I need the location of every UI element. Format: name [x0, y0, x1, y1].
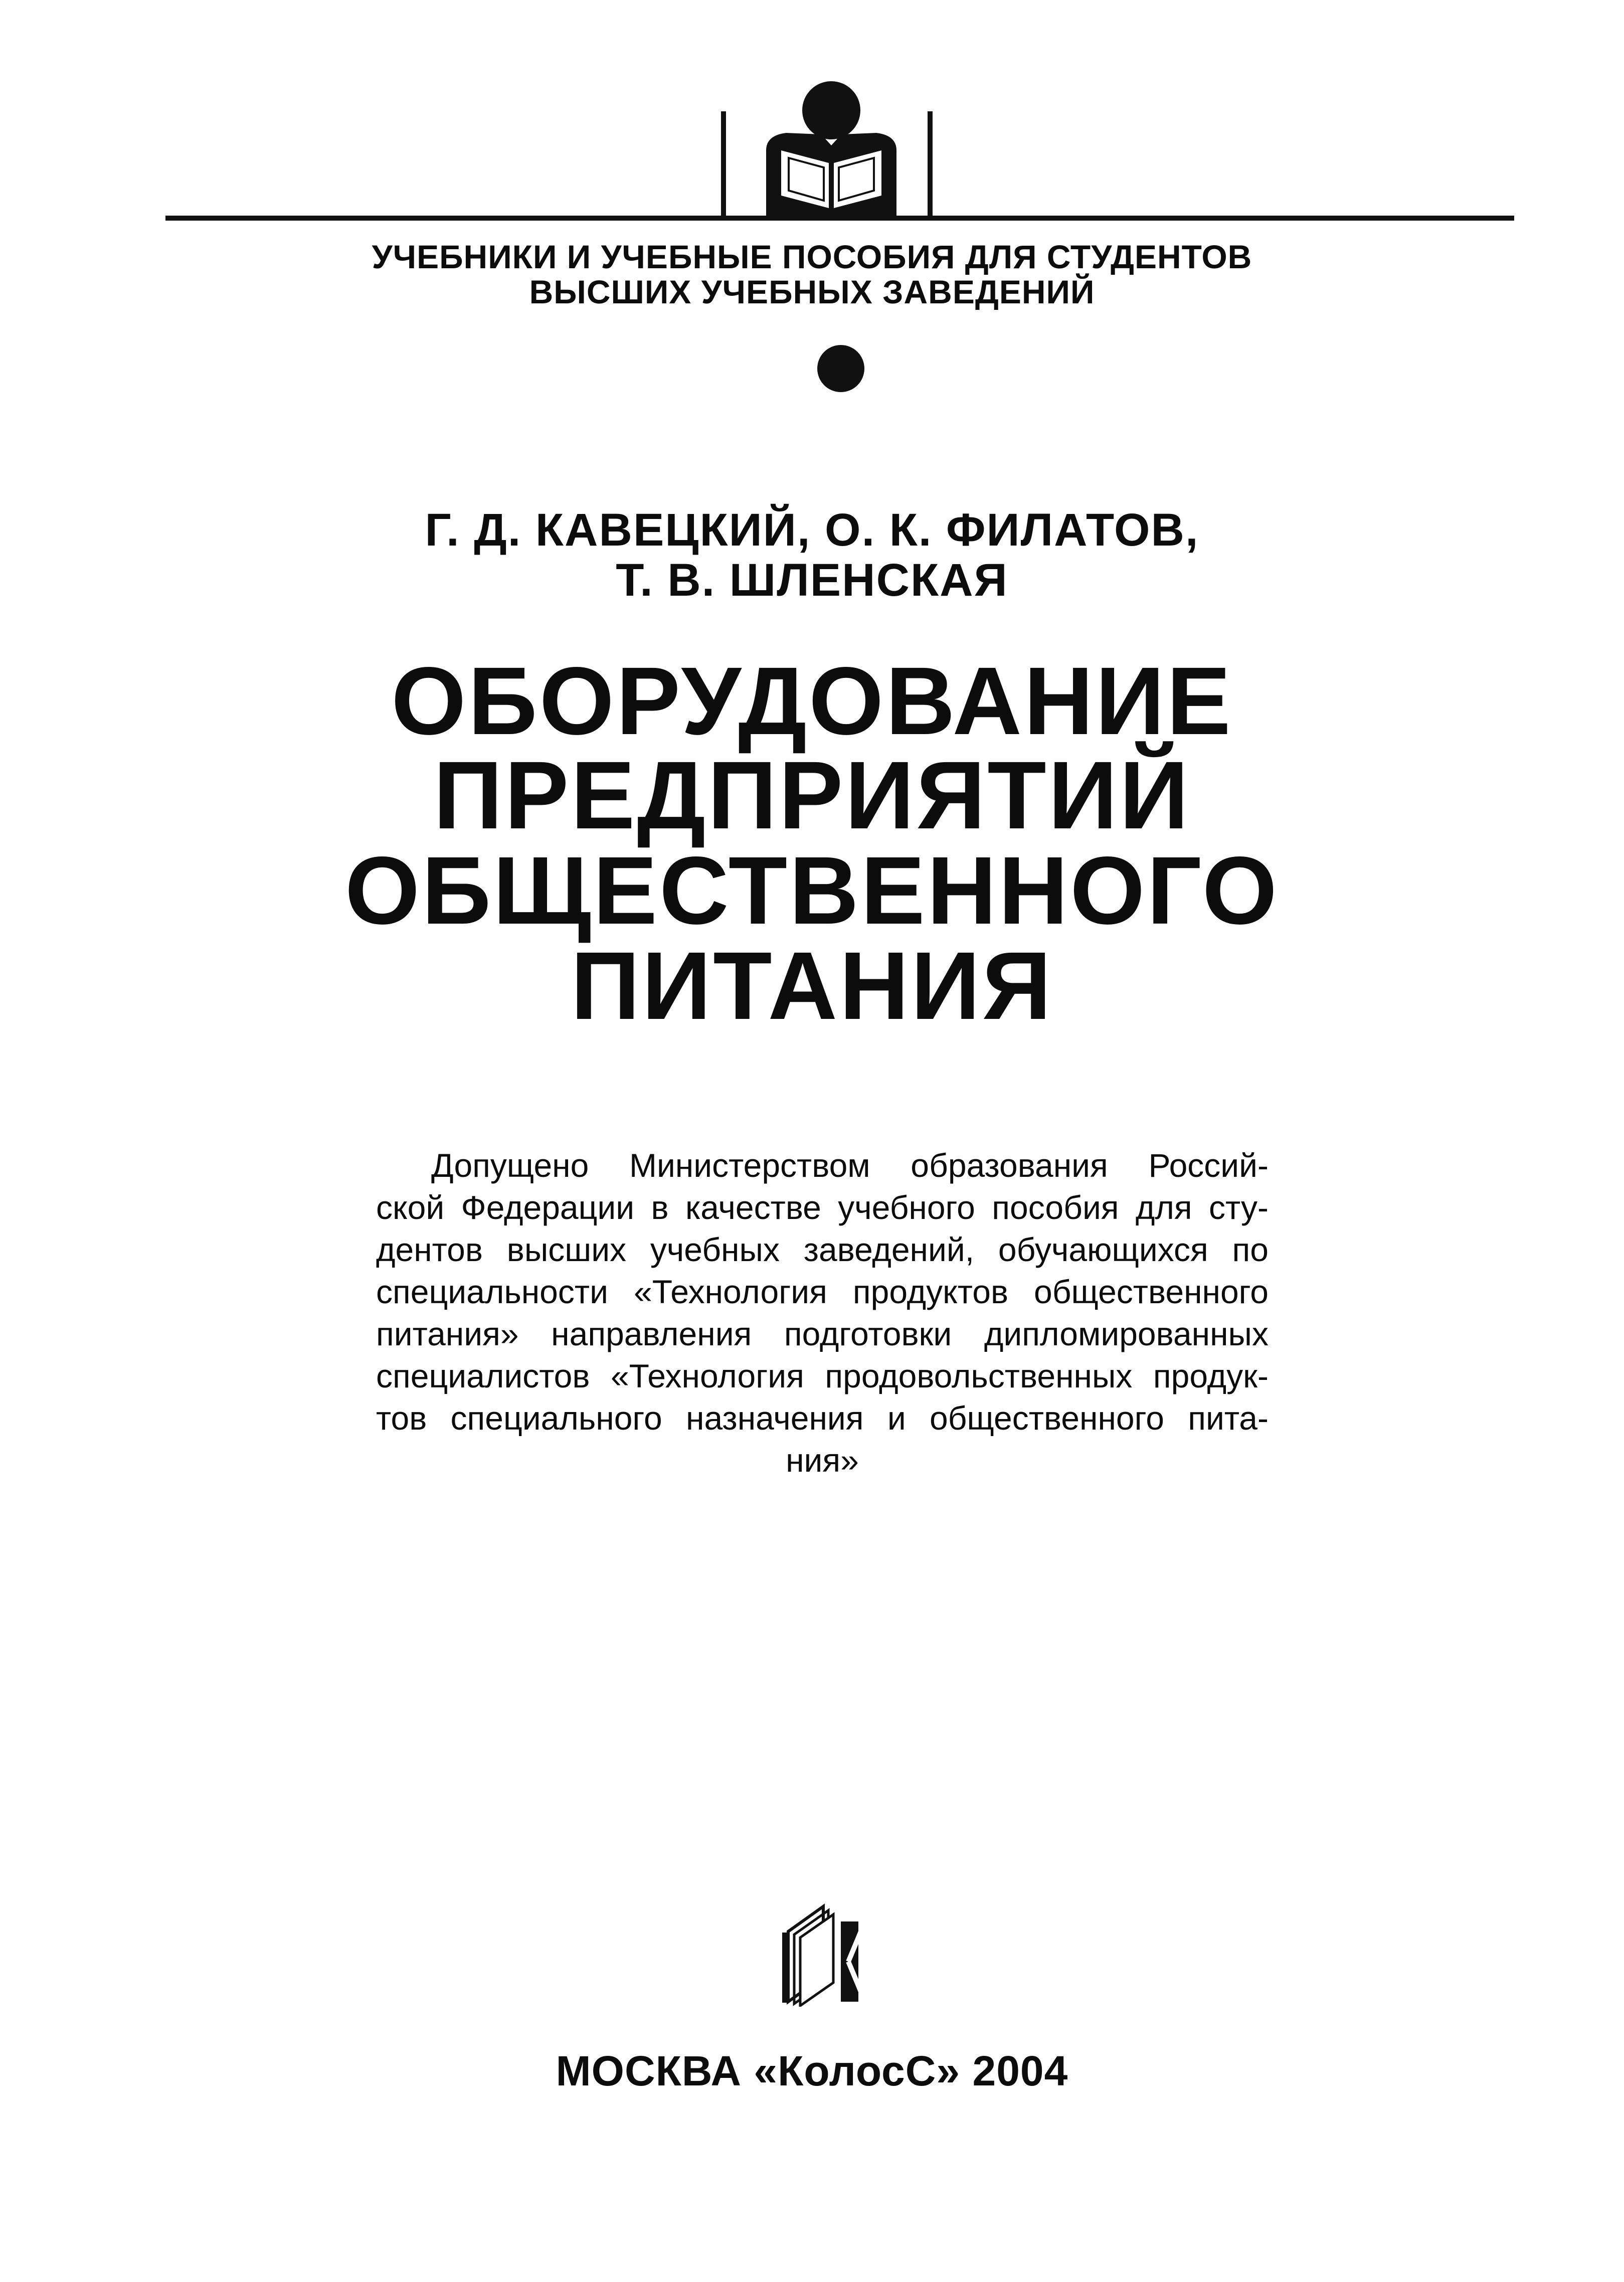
- approval-statement: [376, 1144, 1269, 1481]
- emblem-right-bar: [928, 111, 933, 219]
- approval-line: ской Федерации в качестве учебного пособия для сту-: [376, 1189, 1269, 1226]
- approval-line: Допущено Министерством образования Россий-: [431, 1147, 1269, 1184]
- book-title-line-3: ОБЩЕСТВЕННОГО: [344, 836, 1280, 944]
- emblem-left-bar: [721, 111, 726, 219]
- approval-line: тов специального назначения и общественного пита-: [376, 1399, 1269, 1437]
- series-line-2: ВЫСШИХ УЧЕБНЫХ ЗАВЕДЕНИЙ: [529, 273, 1095, 310]
- approval-line-last: ния»: [786, 1442, 859, 1479]
- book-title-line-2: ПРЕДПРИЯТИЙ: [433, 741, 1191, 849]
- separator-dot: [817, 345, 864, 392]
- authors-line-2: Т. В. ШЛЕНСКАЯ: [616, 555, 1008, 606]
- series-line-1: УЧЕБНИКИ И УЧЕБНЫЕ ПОСОБИЯ ДЛЯ СТУДЕНТОВ: [372, 238, 1252, 275]
- authors-line-1: Г. Д. КАВЕЦКИЙ, О. К. ФИЛАТОВ,: [425, 504, 1199, 556]
- reader-with-book-icon: [746, 75, 917, 216]
- approval-line: дентов высших учебных заведений, обучающихся по: [376, 1231, 1269, 1268]
- publisher-imprint: МОСКВА «КолосС» 2004: [556, 2047, 1068, 2094]
- header-rule: [165, 216, 1514, 221]
- approval-line: специалистов «Технология продовольственных продук-: [376, 1357, 1269, 1394]
- approval-line: специальности «Технология продуктов общественного: [376, 1273, 1269, 1310]
- book-title-line-1: ОБОРУДОВАНИЕ: [391, 647, 1233, 755]
- kolos-publisher-logo-icon: [778, 1901, 863, 2007]
- approval-line: питания» направления подготовки дипломированных: [376, 1315, 1269, 1352]
- book-title-line-4: ПИТАНИЯ: [571, 932, 1053, 1039]
